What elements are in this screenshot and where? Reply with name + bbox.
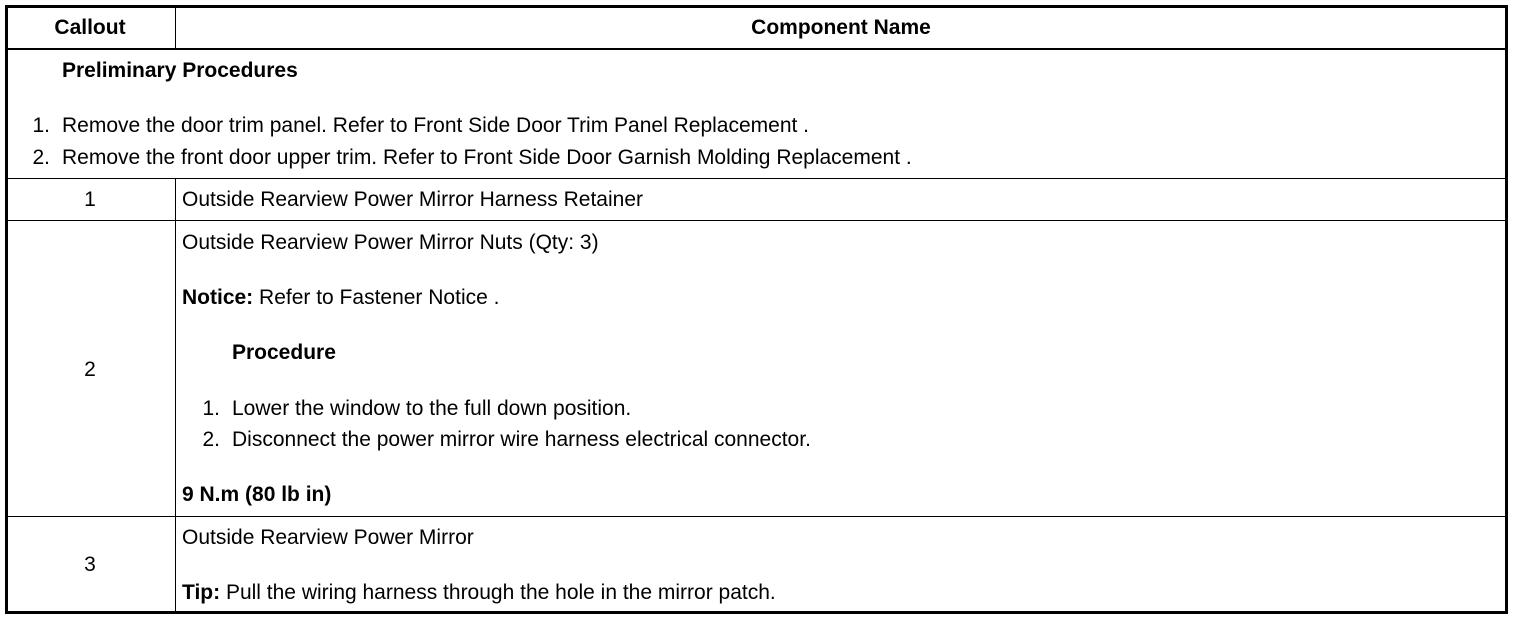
component-name: Outside Rearview Power Mirror [182, 526, 474, 549]
preliminary-title: Preliminary Procedures [62, 59, 298, 82]
callout-number: 2 [84, 358, 96, 381]
notice-label: Notice: [182, 286, 254, 309]
row-divider [5, 178, 1508, 179]
callout-header: Callout [54, 16, 126, 39]
notice [182, 286, 499, 310]
step-text: Remove the door trim panel. Refer to Front Side Door Trim Panel Replacement . [62, 114, 809, 137]
step-number: 2. [32, 146, 50, 169]
procedure-title: Procedure [232, 341, 336, 364]
header-divider [5, 48, 1508, 50]
component-name: Outside Rearview Power Mirror Nuts (Qty: 3) [182, 231, 599, 254]
component-name: Outside Rearview Power Mirror Harness Retainer [182, 188, 643, 211]
callout-number: 3 [84, 553, 96, 576]
list-item [16, 146, 912, 170]
list-item [16, 114, 809, 138]
notice-text: Refer to Fastener Notice . [253, 286, 500, 309]
component-name-header: Component Name [751, 16, 931, 39]
step-text: Lower the window to the full down position. [232, 397, 632, 420]
tip-label: Tip: [182, 581, 221, 604]
row-divider [5, 220, 1508, 221]
list-item [186, 397, 631, 421]
step-number: 1. [32, 114, 50, 137]
tip [182, 581, 776, 605]
step-text: Remove the front door upper trim. Refer to Front Side Door Garnish Molding Replacement . [62, 146, 912, 169]
tip-text: Pull the wiring harness through the hole in the mirror patch. [220, 581, 776, 604]
step-number: 1. [202, 397, 220, 420]
column-divider [175, 178, 176, 614]
callout-number: 1 [84, 188, 96, 211]
step-text: Disconnect the power mirror wire harness electrical connector. [232, 428, 811, 451]
step-number: 2. [202, 428, 220, 451]
list-item [186, 428, 811, 452]
row-divider [5, 516, 1508, 517]
torque-spec: 9 N.m (80 lb in) [182, 483, 332, 506]
